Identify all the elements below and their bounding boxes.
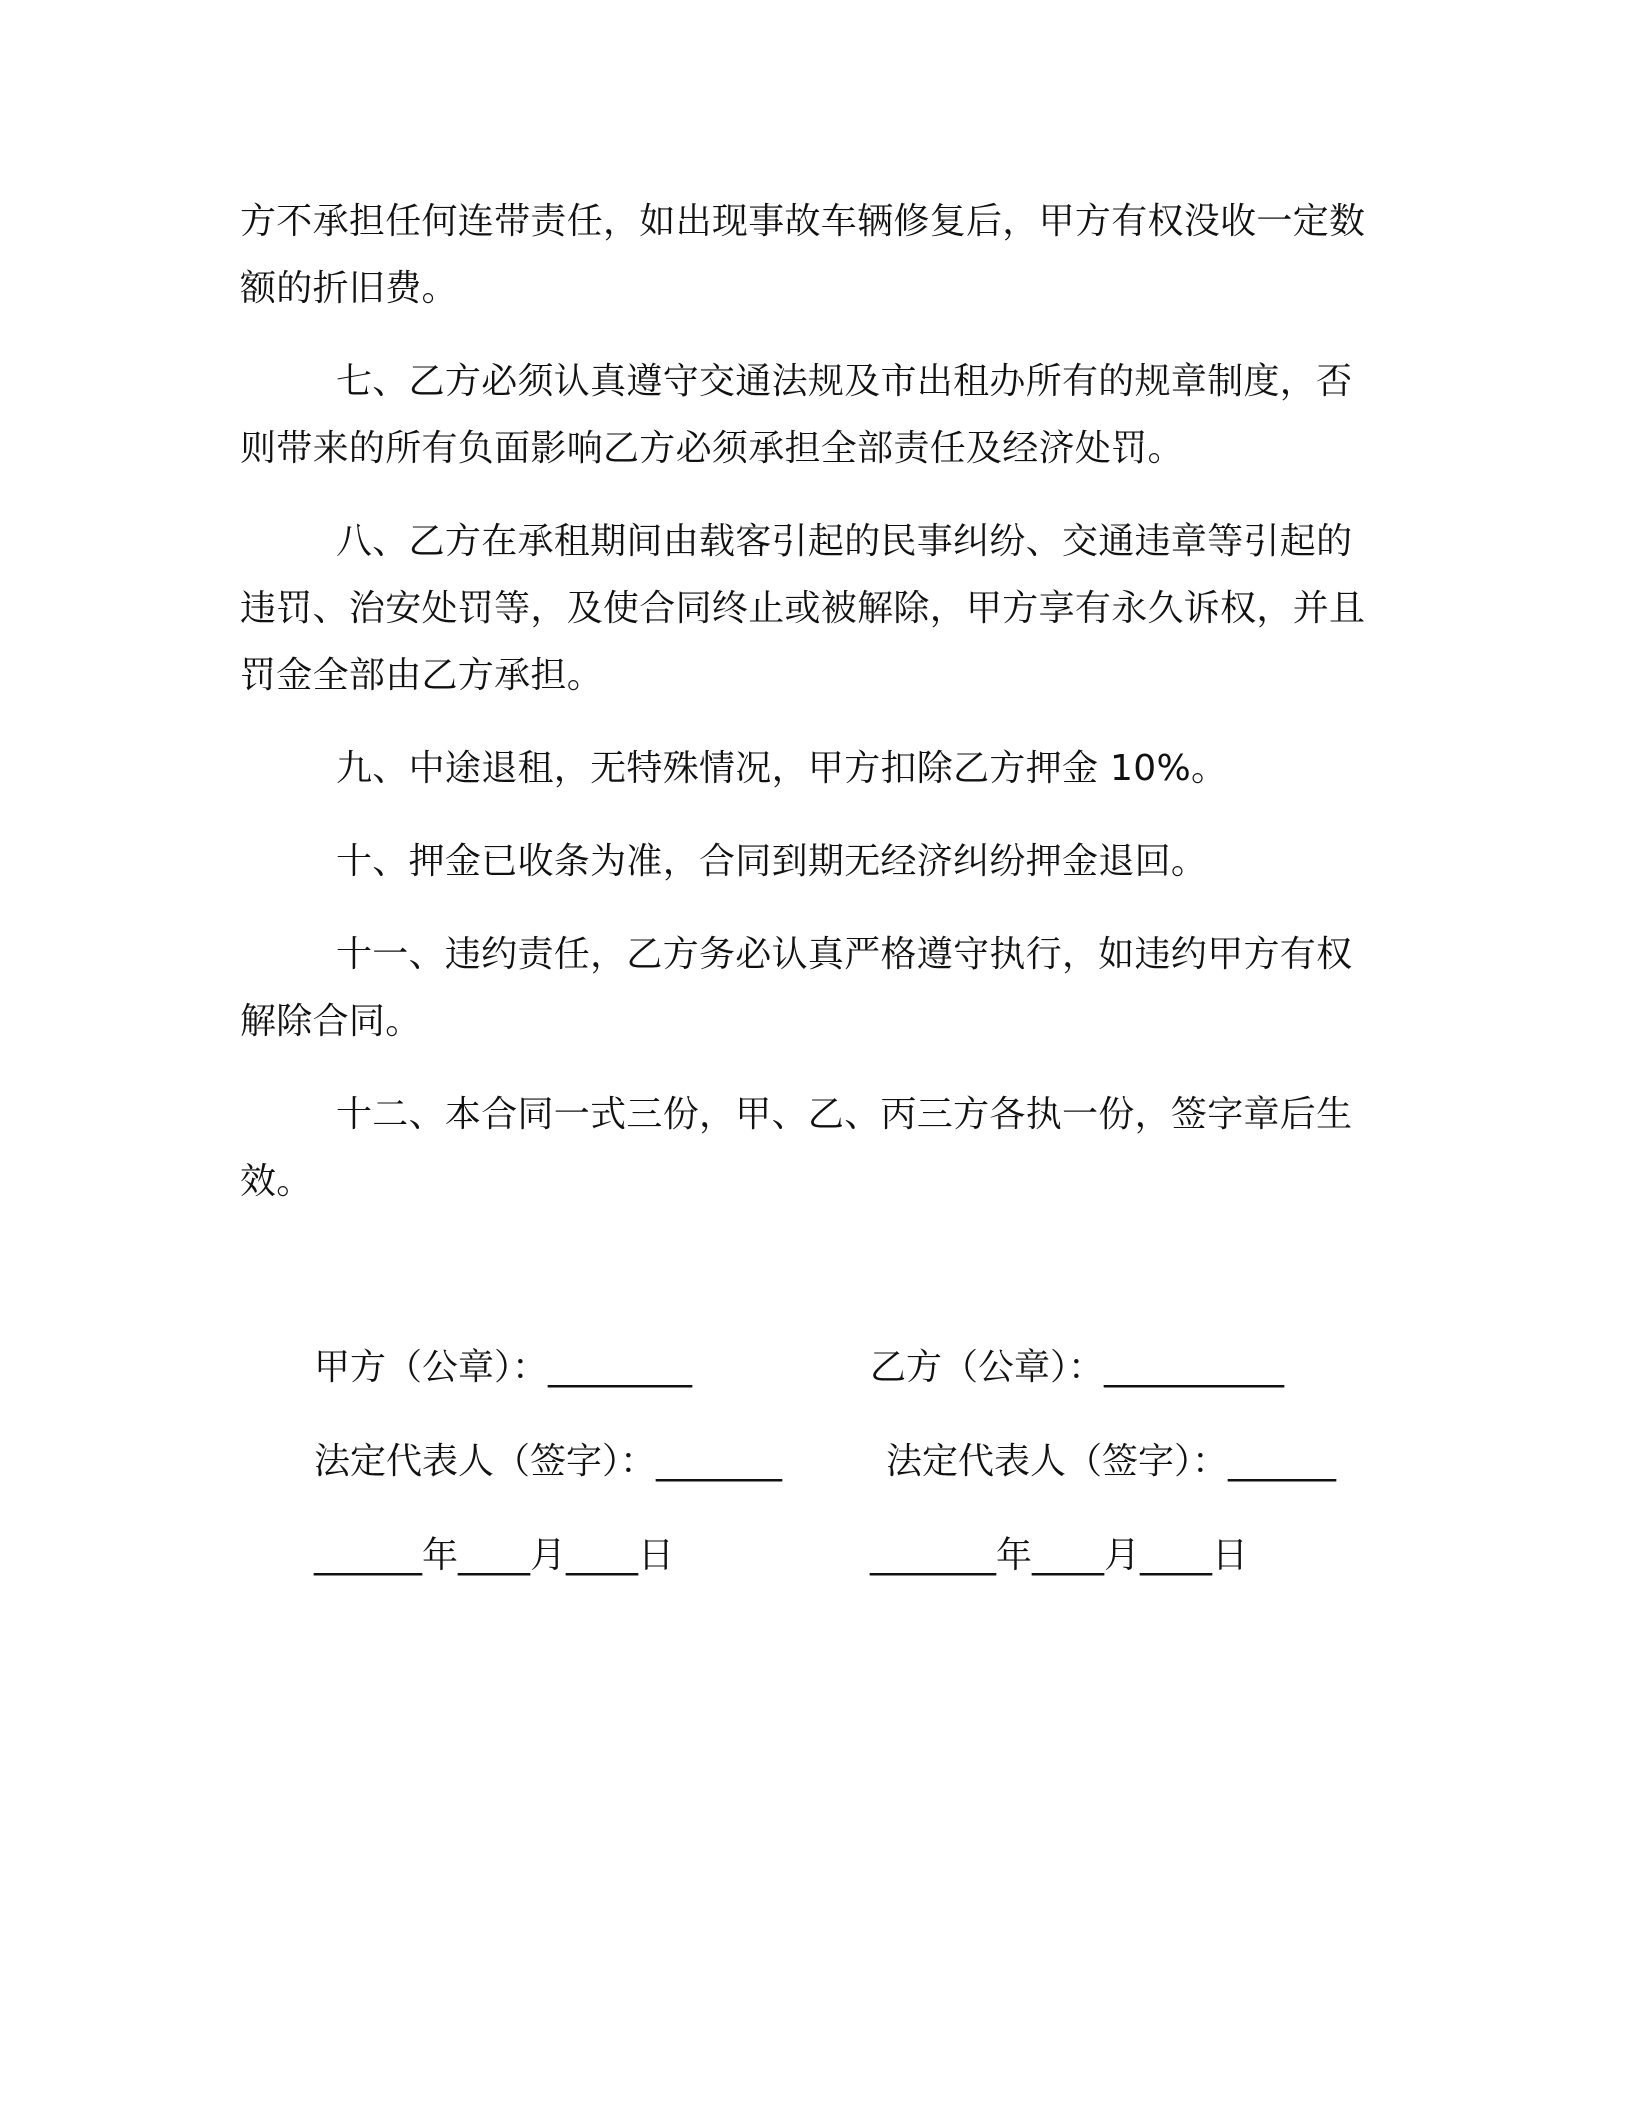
paragraph-clause-12: 十二、本合同一式三份，甲、乙、丙三方各执一份，签字章后生效。 [240,1094,1353,1202]
contract-body [240,188,1385,1241]
signature-block [314,1338,1414,1620]
party-b-date-field: _______年____月____日 [870,1535,1248,1576]
paragraph-clause-9: 九、中途退租，无特殊情况，甲方扣除乙方押金 10%。 [336,748,1228,789]
party-a-date-field: ______年____月____日 [314,1535,674,1576]
party-a-representative-field: 法定代表人（签字）：_______ [314,1441,783,1482]
party-a-seal-field: 甲方（公章）：________ [314,1347,693,1388]
paragraph-clause-7: 七、乙方必须认真遵守交通法规及市出租办所有的规章制度，否则带来的所有负面影响乙方必须承担全部责任及经济处罚。 [240,361,1353,469]
party-b-representative-field: 法定代表人（签字）：______ [886,1441,1337,1482]
paragraph-continuation: 方不承担任何连带责任，如出现事故车辆修复后，甲方有权没收一定数额的折旧费。 [240,201,1366,309]
signature-row-seal [314,1338,1414,1432]
party-b-seal-field: 乙方（公章）：__________ [870,1347,1285,1388]
paragraph-clause-8: 八、乙方在承租期间由载客引起的民事纠纷、交通违章等引起的违罚、治安处罚等，及使合同终止或被解除，甲方享有永久诉权，并且罚金全部由乙方承担。 [240,521,1366,696]
signature-row-representative [314,1432,1414,1526]
paragraph-clause-11: 十一、违约责任，乙方务必认真严格遵守执行，如违约甲方有权解除合同。 [240,934,1353,1042]
paragraph-clause-10: 十、押金已收条为准，合同到期无经济纠纷押金退回。 [336,841,1208,882]
signature-row-date [314,1526,1414,1620]
